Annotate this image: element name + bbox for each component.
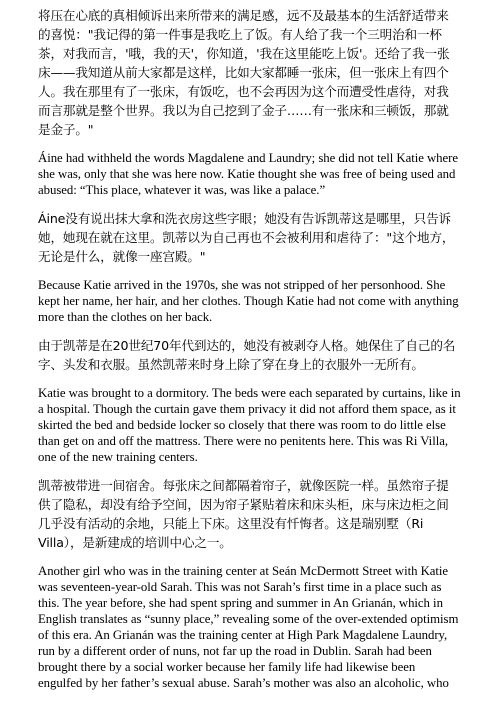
document-page bbox=[38, 6, 462, 702]
text-line: 由于凯蒂是在20世纪70年代到达的，她没有被剥夺人格。她保住了自己的名 bbox=[38, 338, 456, 353]
text-line: 的喜悦："我记得的第一件事是我吃上了饭。有人给了我一个三明治和一杯 bbox=[38, 27, 442, 42]
text-line: English translates as “sunny place,” revealing some of the over-extended optimism bbox=[38, 612, 459, 626]
paragraph-zh-1 bbox=[38, 6, 462, 139]
text-line: 凯蒂被带进一间宿舍。每张床之间都隔着帘子，就像医院一样。虽然帘子提 bbox=[38, 478, 449, 493]
text-line: Villa），是新建成的培训中心之一。 bbox=[38, 535, 232, 550]
text-line: run by a different order of nuns, not far up the road in Dublin. Sarah had been bbox=[38, 644, 432, 658]
paragraph-zh-4 bbox=[38, 476, 462, 552]
text-line: abused: “This place, whatever it was, was like a palace.” bbox=[38, 183, 326, 197]
text-line: more than the clothes on her back. bbox=[38, 310, 213, 324]
text-line: Áine没有说出抹大拿和洗衣房这些字眼；她没有告诉凯蒂这是哪里，只告诉 bbox=[38, 211, 452, 226]
text-line: than get on and off the mattress. There were no penitents here. This was Ri Villa, bbox=[38, 434, 448, 448]
text-line: a hospital. Though the curtain gave them privacy it did not afford them space, as it bbox=[38, 402, 456, 416]
paragraph-en-2 bbox=[38, 277, 462, 325]
text-line: engulfed by her father’s sexual abuse. Sarah’s mother was also an alcoholic, who bbox=[38, 676, 449, 690]
text-line: of this era. An Grianán was the training center at High Park Magdalene Laundry, bbox=[38, 628, 448, 642]
text-line: brought there by a social worker because her family life had likewise been bbox=[38, 660, 416, 674]
text-line: Because Katie arrived in the 1970s, she was not stripped of her personhood. She bbox=[38, 278, 446, 292]
text-line: 供了隐私，却没有给予空间，因为帘子紧贴着床和床头柜，床与床边柜之间 bbox=[38, 497, 449, 512]
text-line: 几乎没有活动的余地，只能上下床。这里没有忏悔者。这是瑞别墅（Ri bbox=[38, 516, 424, 531]
text-line: 而言那就是整个世界。我以为自己挖到了金子……有一张床和三顿饭，那就 bbox=[38, 103, 449, 118]
text-line: Áine had withheld the words Magdalene and Laundry; she did not tell Katie where bbox=[38, 151, 459, 165]
text-line: skirted the bed and bedside locker so closely that there was room to do little else bbox=[38, 418, 446, 432]
text-line: this. The year before, she had spent spring and summer in An Grianán, which in bbox=[38, 596, 443, 610]
paragraph-en-1 bbox=[38, 150, 462, 198]
text-line: 床——我知道从前大家都是这样，比如大家都睡一张床，但一张床上有四个 bbox=[38, 65, 449, 80]
text-line: Another girl who was in the training center at Seán McDermott Street with Katie bbox=[38, 564, 449, 578]
text-line: she was, only that she was here now. Katie thought she was free of being used and bbox=[38, 167, 456, 181]
text-line: 她，她现在就在这里。凯蒂以为自己再也不会被利用和虐待了："这个地方， bbox=[38, 230, 455, 245]
paragraph-zh-2 bbox=[38, 209, 462, 266]
paragraph-en-4 bbox=[38, 563, 462, 691]
text-line: kept her name, her hair, and her clothes. Though Katie had not come with anything bbox=[38, 294, 459, 308]
text-line: 无论是什么，就像一座宫殿。" bbox=[38, 249, 206, 264]
text-line: one of the new training centers. bbox=[38, 450, 198, 464]
text-line: 字、头发和衣服。虽然凯蒂来时身上除了穿在身上的衣服外一无所有。 bbox=[38, 357, 424, 372]
text-line: 是金子。" bbox=[38, 122, 94, 137]
paragraph-en-3 bbox=[38, 385, 462, 465]
text-line: Katie was brought to a dormitory. The beds were each separated by curtains, like in bbox=[38, 386, 461, 400]
text-line: 人。我在那里有了一张床，有饭吃，也不会再因为这个而遭受性虐待，对我 bbox=[38, 84, 449, 99]
text-line: 将压在心底的真相倾诉出来所带来的满足感，远不及最基本的生活舒适带来 bbox=[38, 8, 449, 23]
paragraph-zh-3 bbox=[38, 336, 462, 374]
text-line: 茶，对我而言，'哦，我的天'，你知道，'我在这里能吃上饭'。还给了我一张 bbox=[38, 46, 450, 61]
text-line: was seventeen-year-old Sarah. This was not Sarah’s first time in a place such as bbox=[38, 580, 442, 594]
